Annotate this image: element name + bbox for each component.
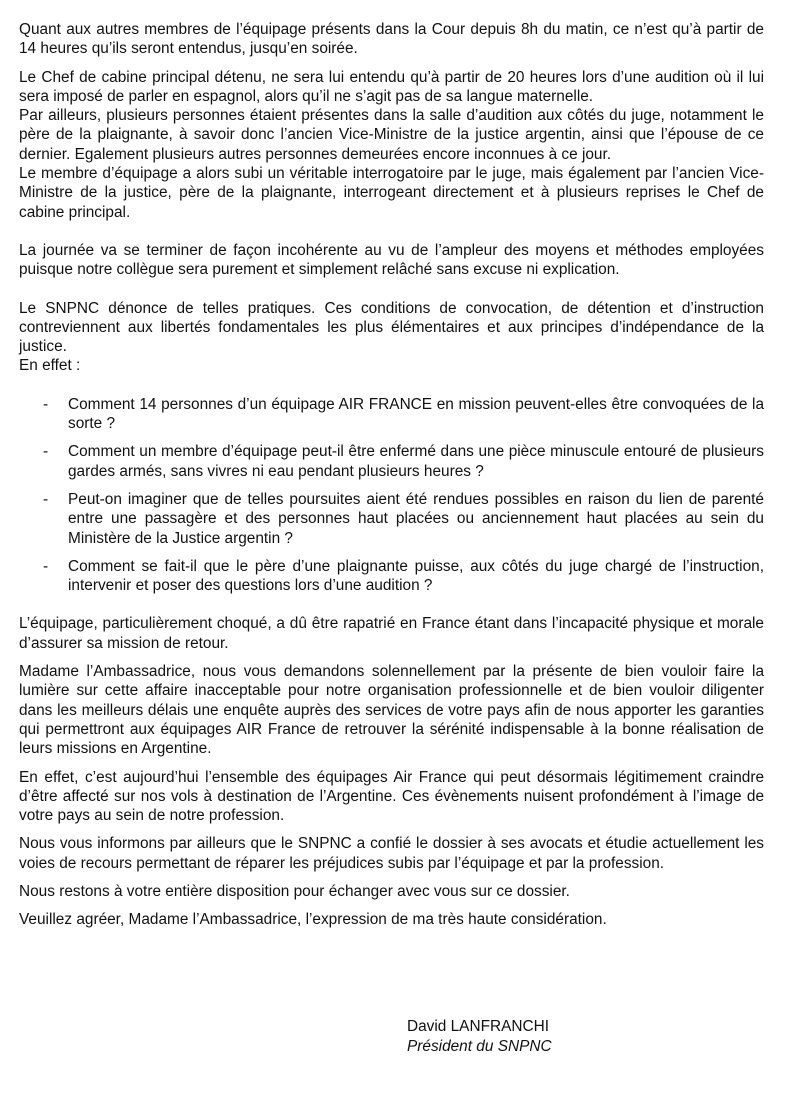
paragraph: La journée va se terminer de façon incohérente au vu de l’ampleur des moyens et méthodes employées puisque notre collègue sera purement et simplement relâché sans excuse ni explication. bbox=[19, 241, 764, 279]
paragraph: Nous restons à votre entière disposition pour échanger avec vous sur ce dossier. bbox=[19, 882, 570, 900]
paragraph: Le SNPNC dénonce de telles pratiques. Ces conditions de convocation, de détention et d’instruction contreviennent aux libertés fondamentales les plus élémentaires et aux principes d’indépendance de la justice. bbox=[19, 299, 764, 356]
signatory-title: Président du SNPNC bbox=[407, 1037, 552, 1055]
bullet-marker: - bbox=[43, 557, 49, 575]
signatory-name: David LANFRANCHI bbox=[407, 1018, 549, 1035]
list-item bbox=[19, 442, 764, 481]
bullet-marker: - bbox=[43, 443, 49, 461]
paragraph: En effet : bbox=[19, 357, 81, 375]
list-item-text: Comment 14 personnes d’un équipage AIR FRANCE en mission peuvent-elles être convoquées de la sorte ? bbox=[68, 395, 764, 433]
bullet-marker: - bbox=[43, 490, 49, 508]
list-item-text: Comment un membre d’équipage peut-il être enfermé dans une pièce minuscule entouré de plusieurs gardes armés, sans vivres ni eau pendant plusieurs heures ? bbox=[68, 443, 764, 480]
paragraph: Madame l’Ambassadrice, nous vous demandons solennellement par la présente de bien vouloir faire la lumière sur cette affaire inacceptable pour notre organisation professionnelle et de bien vouloir diligenter dans les meilleurs délais une enquête auprès des services de votre pays afin de nous apporter les garanties qui permettront aux équipages AIR France de retrouver la sérénité indispensable à la bonne réalisation de leurs missions en Argentine. bbox=[19, 663, 764, 758]
paragraph: Par ailleurs, plusieurs personnes étaient présentes dans la salle d’audition aux côtés du juge, notamment le père de la plaignante, à savoir donc l’ancien Vice-Ministre de la justice argentin, ainsi que l’épouse de ce dernier. Egalement plusieurs autres personnes demeurées encore inconnues à ce jour. bbox=[19, 107, 764, 163]
bullet-marker: - bbox=[43, 395, 49, 413]
paragraph: Le membre d’équipage a alors subi un véritable interrogatoire par le juge, mais également par l’ancien Vice-Ministre de la justice, père de la plaignante, interrogeant directement et à plusieurs reprises le Chef de cabine principal. bbox=[19, 165, 764, 221]
question-list bbox=[19, 395, 764, 596]
list-item-text: Peut-on imaginer que de telles poursuites aient été rendues possibles en raison du lien de parenté entre une passagère et des personnes haut placées ou anciennement haut placées au sein du Ministère de la Justice argentin ? bbox=[68, 490, 764, 547]
list-item-text: Comment se fait-il que le père d’une plaignante puisse, aux côtés du juge chargé de l’instruction, intervenir et poser des questions lors d’une audition ? bbox=[68, 557, 764, 595]
paragraph: En effet, c’est aujourd’hui l’ensemble des équipages Air France qui peut désormais légitimement craindre d’être affecté sur nos vols à destination de l’Argentine. Ces évènements nuisent profondément à l’image de votre pays au sein de notre profession. bbox=[19, 768, 764, 825]
paragraph: Quant aux autres membres de l’équipage présents dans la Cour depuis 8h du matin, ce n’est qu’à partir de 14 heures qu’ils seront entendus, jusqu’en soirée. bbox=[19, 21, 764, 58]
paragraph: Le Chef de cabine principal détenu, ne sera lui entendu qu’à partir de 20 heures lors d’une audition où il lui sera imposé de parler en espagnol, alors qu’il ne s’agit pas de sa langue maternelle. bbox=[19, 68, 764, 105]
closing-formula: Veuillez agréer, Madame l’Ambassadrice, l’expression de ma très haute considération. bbox=[19, 911, 607, 929]
paragraph: Nous vous informons par ailleurs que le SNPNC a confié le dossier à ses avocats et étudie actuellement les voies de recours permettant de réparer les préjudices subis par l’équipage et par la profession. bbox=[19, 835, 764, 872]
paragraph: L’équipage, particulièrement choqué, a dû être rapatrié en France étant dans l’incapacité physique et morale d’assurer sa mission de retour. bbox=[19, 615, 764, 652]
letter-body bbox=[19, 20, 764, 930]
signature-block bbox=[407, 1017, 552, 1056]
list-item bbox=[19, 557, 764, 596]
list-item bbox=[19, 490, 764, 548]
list-item bbox=[19, 395, 764, 434]
